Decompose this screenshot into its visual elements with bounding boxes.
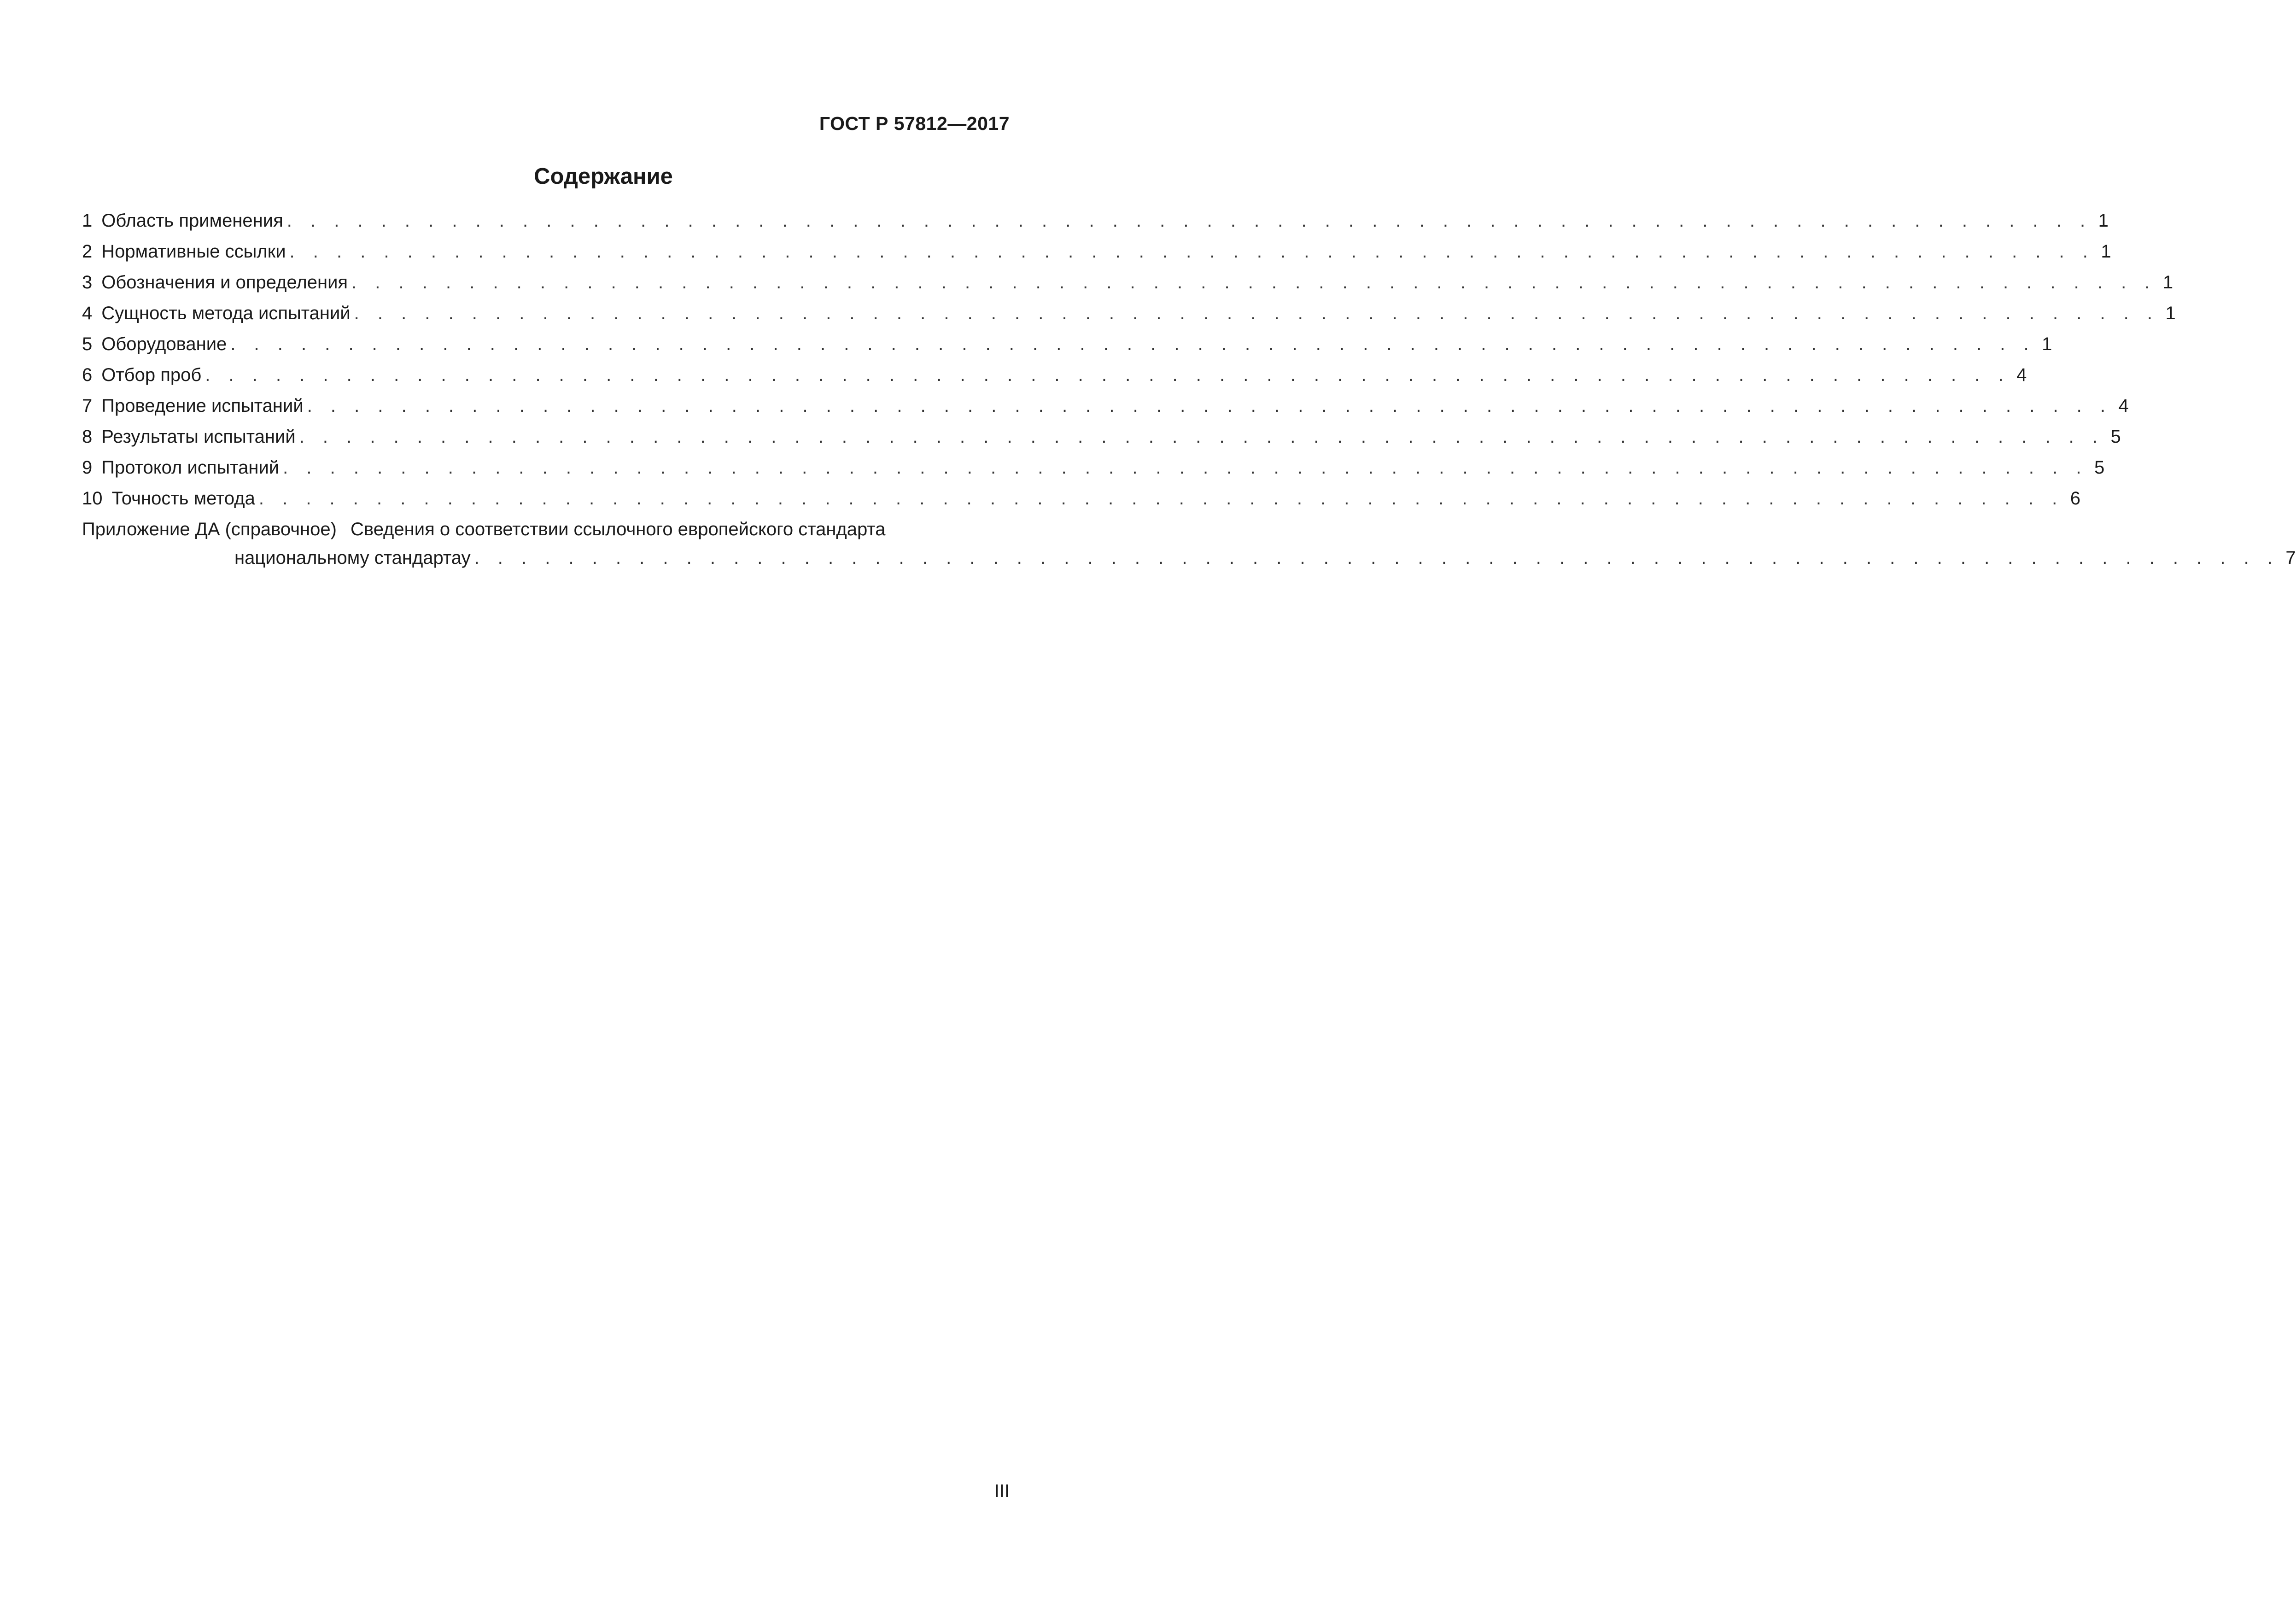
toc-appendix-line1	[82, 519, 1018, 548]
toc-item-label: Область применения	[101, 211, 283, 231]
toc-item[interactable]	[82, 365, 2027, 396]
document-designation: ГОСТ Р 57812—2017	[819, 113, 1010, 134]
toc-leader-dots: . . . . . . . . . . . . . . . . . . . . . . . . . . . . . . . . . . . . . . . . . . . . . . . . . . . . . . . . . . . . . . . . . . . . . . . . . . . . .	[258, 488, 2064, 509]
toc-item-number: 1	[82, 211, 93, 231]
toc-item[interactable]	[82, 241, 2111, 272]
toc-leader-dots: . . . . . . . . . . . . . . . . . . . . . . . . . . . . . . . . . . . . . . . . . . . . . . . . . . . . . . . . . . . . . . . . . . . . . . . . . . . . .	[354, 303, 2159, 323]
toc-item-page: 5	[2110, 427, 2121, 447]
toc-leader-dots: . . . . . . . . . . . . . . . . . . . . . . . . . . . . . . . . . . . . . . . . . . . . . . . . . . . . . . . . . . . . . . . . . . . . . . . . . . . . .	[289, 241, 2095, 262]
toc-item-page: 1	[2165, 303, 2176, 323]
toc-item-label: Оборудование	[101, 334, 227, 354]
toc-leader-dots: . . . . . . . . . . . . . . . . . . . . . . . . . . . . . . . . . . . . . . . . . . . . . . . . . . . . . . . . . . . . . . . . . . . . . . . . . . . . .	[286, 211, 2092, 231]
toc-appendix-label: Приложение ДА (справочное)	[82, 519, 337, 539]
toc-item-page: 1	[2101, 241, 2111, 262]
toc-appendix-item[interactable]	[82, 519, 2296, 579]
toc-item-page: 1	[2042, 334, 2052, 354]
toc-item-page: 6	[2070, 488, 2080, 509]
toc-item-page: 4	[2016, 365, 2027, 385]
toc-appendix-line2	[82, 548, 2296, 579]
toc-item-label: Точность метода	[111, 488, 255, 509]
table-of-contents	[82, 211, 2296, 579]
toc-item-number: 2	[82, 241, 93, 262]
toc-title: Содержание	[534, 164, 673, 189]
toc-appendix-title-continued: национальному стандартау	[234, 548, 471, 568]
toc-item[interactable]	[82, 488, 2080, 519]
toc-item-number: 6	[82, 365, 93, 385]
toc-leader-dots: . . . . . . . . . . . . . . . . . . . . . . . . . . . . . . . . . . . . . . . . . . . . . . . . . . . . . . . . . . . . . . . . . . . . . . . . . . . . .	[299, 427, 2104, 447]
toc-item-number: 10	[82, 488, 103, 509]
toc-item-number: 5	[82, 334, 93, 354]
toc-item[interactable]	[82, 334, 2052, 365]
toc-item-label: Протокол испытаний	[101, 457, 280, 478]
toc-leader-dots: . . . . . . . . . . . . . . . . . . . . . . . . . . . . . . . . . . . . . . . . . . . . . . . . . . . . . . . . . . . . . . . . . . . . . . . . . . . . .	[205, 365, 2010, 385]
toc-item-number: 4	[82, 303, 93, 323]
toc-item[interactable]	[82, 272, 2173, 303]
toc-leader-dots: . . . . . . . . . . . . . . . . . . . . . . . . . . . . . . . . . . . . . . . . . . . . . . . . . . . . . . . . . . . . . . . . . . . . . . . . . . . . .	[283, 457, 2088, 478]
toc-item-label: Нормативные ссылки	[101, 241, 286, 262]
toc-appendix-title: Сведения о соответствии ссылочного европейского стандарта	[351, 519, 886, 539]
toc-item[interactable]	[82, 211, 2109, 241]
toc-item[interactable]	[82, 457, 2105, 488]
toc-item-number: 9	[82, 457, 93, 478]
toc-item-label: Обозначения и определения	[101, 272, 348, 293]
toc-item[interactable]	[82, 303, 2176, 334]
toc-leader-dots: . . . . . . . . . . . . . . . . . . . . . . . . . . . . . . . . . . . . . . . . . . . . . . . . . . . . . . . . . . . . . . . . . . . . . . . . . . . . .	[307, 396, 2112, 416]
toc-item-number: 3	[82, 272, 93, 293]
toc-leader-dots: . . . . . . . . . . . . . . . . . . . . . . . . . . . . . . . . . . . . . . . . . . . . . . . . . . . . . . . . . . . . . . . . . . . . . . . . . . . . .	[351, 272, 2156, 293]
toc-item[interactable]	[82, 427, 2121, 457]
toc-item-page: 1	[2162, 272, 2173, 293]
toc-item[interactable]	[82, 396, 2129, 427]
toc-leader-dots: . . . . . . . . . . . . . . . . . . . . . . . . . . . . . . . . . . . . . . . . . . . . . . . . . . . . . . . . . . . . . . . . . . . . . . . . . . . . .	[474, 548, 2279, 568]
toc-item-page: 7	[2285, 548, 2296, 568]
toc-item-label: Проведение испытаний	[101, 396, 304, 416]
toc-item-page: 5	[2094, 457, 2105, 478]
toc-leader-dots: . . . . . . . . . . . . . . . . . . . . . . . . . . . . . . . . . . . . . . . . . . . . . . . . . . . . . . . . . . . . . . . . . . . . . . . . . . . . .	[230, 334, 2036, 354]
page-number: III	[994, 1481, 1010, 1501]
toc-item-number: 7	[82, 396, 93, 416]
toc-item-label: Отбор проб	[101, 365, 202, 385]
toc-item-label: Сущность метода испытаний	[101, 303, 351, 323]
toc-item-number: 8	[82, 427, 93, 447]
toc-item-label: Результаты испытаний	[101, 427, 296, 447]
toc-item-page: 4	[2118, 396, 2129, 416]
toc-item-page: 1	[2098, 211, 2109, 231]
